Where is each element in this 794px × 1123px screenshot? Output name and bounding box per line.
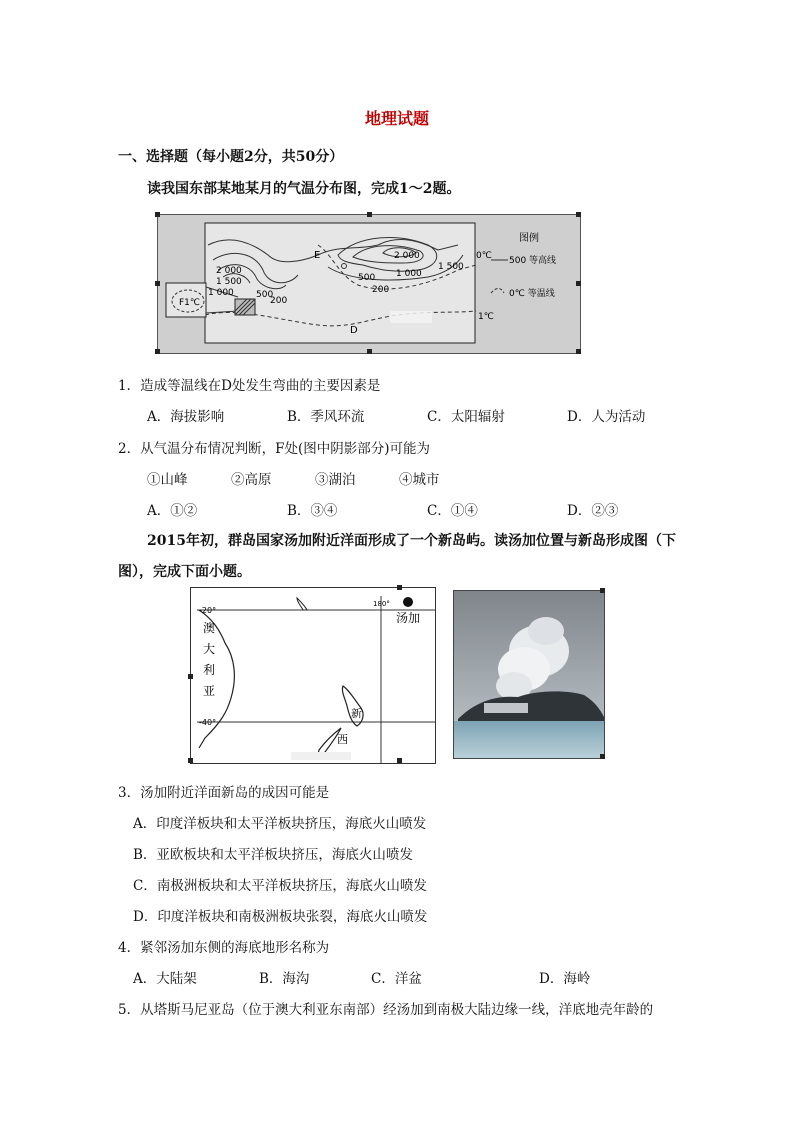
contour-2000-right: 2 000 (394, 251, 420, 261)
q3-option-d[interactable]: D．印度洋板块和南极洲板块张裂，海底火山喷发 (133, 909, 428, 925)
q4-option-a[interactable]: A．大陆架 (133, 971, 197, 987)
section-heading: 一、选择题（每小题2分，共50分） (118, 149, 344, 165)
contour-1500-right: 1 500 (438, 262, 464, 272)
volcanic-island-photo (453, 590, 605, 759)
page-title: 地理试题 (364, 109, 429, 128)
legend-contour: 500 等高线 (509, 256, 557, 266)
intro-text-1: 读我国东部某地某月的气温分布图，完成1～2题。 (147, 181, 461, 197)
q2-option-d[interactable]: D．②③ (567, 503, 619, 519)
q1-option-c[interactable]: C．太阳辐射 (427, 409, 505, 425)
australia-char-1: 澳 (203, 621, 216, 635)
lat-20-label: -20° (199, 606, 217, 615)
contour-200-right: 200 (372, 285, 390, 295)
contour-500-right: 500 (358, 273, 376, 283)
question-1-stem: 1．造成等温线在D处发生弯曲的主要因素是 (118, 378, 381, 394)
q4-option-d[interactable]: D．海岭 (539, 971, 591, 987)
nz-char-2: 西 (337, 733, 348, 746)
tonga-location-map (190, 587, 436, 764)
contour-200-left: 200 (270, 296, 288, 306)
tonga-label: 汤加 (396, 611, 421, 625)
australia-char-2: 大 (203, 642, 216, 656)
lat-40-label: -40° (199, 718, 217, 727)
q1-option-a[interactable]: A．海拔影响 (147, 409, 225, 425)
contour-1000-left: 1 000 (208, 288, 234, 298)
q4-option-c[interactable]: C．洋盆 (371, 971, 422, 987)
q3-option-c[interactable]: C．南极洲板块和太平洋板块挤压，海底火山喷发 (133, 878, 427, 894)
q2-item-3: ③湖泊 (315, 472, 356, 488)
nz-char-1: 新 (351, 707, 362, 720)
contour-1500-left: 1 500 (216, 277, 242, 287)
australia-char-4: 亚 (203, 684, 216, 698)
q3-option-a[interactable]: A．印度洋板块和太平洋板块挤压，海底火山喷发 (133, 816, 427, 832)
q1-option-b[interactable]: B．季风环流 (287, 409, 365, 425)
question-4-stem: 4．紧邻汤加东侧的海底地形名称为 (118, 940, 330, 956)
q1-option-d[interactable]: D．人为活动 (567, 409, 646, 425)
q2-item-2: ②高原 (231, 472, 272, 488)
contour-2000-left: 2 000 (216, 266, 242, 276)
label-f: F1℃ (179, 298, 201, 308)
q3-option-b[interactable]: B．亚欧板块和太平洋板块挤压，海底火山喷发 (133, 847, 413, 863)
label-e: E (314, 250, 321, 261)
question-5-stem: 5．从塔斯马尼亚岛（位于澳大利亚东南部）经汤加到南极大陆边缘一线，洋底地壳年龄的 (118, 1002, 654, 1018)
contour-500-left: 500 (256, 290, 274, 300)
isotherm-1c: 1℃ (478, 312, 494, 322)
label-d: D (350, 325, 358, 336)
q2-item-4: ④城市 (399, 472, 440, 488)
legend-isotherm: 0℃ 等温线 (509, 289, 555, 299)
temperature-contour-map (157, 214, 581, 354)
q2-option-a[interactable]: A．①② (147, 503, 198, 519)
lon-180-label: 180° (373, 600, 390, 608)
q4-option-b[interactable]: B．海沟 (259, 971, 310, 987)
question-3-stem: 3．汤加附近洋面新岛的成因可能是 (118, 785, 330, 801)
q2-option-c[interactable]: C．①④ (427, 503, 478, 519)
contour-1000-right: 1 000 (396, 269, 422, 279)
isotherm-0c: 0℃ (476, 251, 492, 261)
q2-option-b[interactable]: B．③④ (287, 503, 338, 519)
australia-char-3: 利 (203, 663, 216, 677)
legend-title: 图例 (519, 233, 539, 244)
q2-item-1: ①山峰 (147, 472, 188, 488)
intro-text-2-line1: 2015年初，群岛国家汤加附近洋面形成了一个新岛屿。读汤加位置与新岛形成图（下 (147, 533, 676, 549)
question-2-stem: 2．从气温分布情况判断，F处(图中阴影部分)可能为 (118, 441, 430, 457)
intro-text-2-line2: 图），完成下面小题。 (118, 564, 251, 580)
